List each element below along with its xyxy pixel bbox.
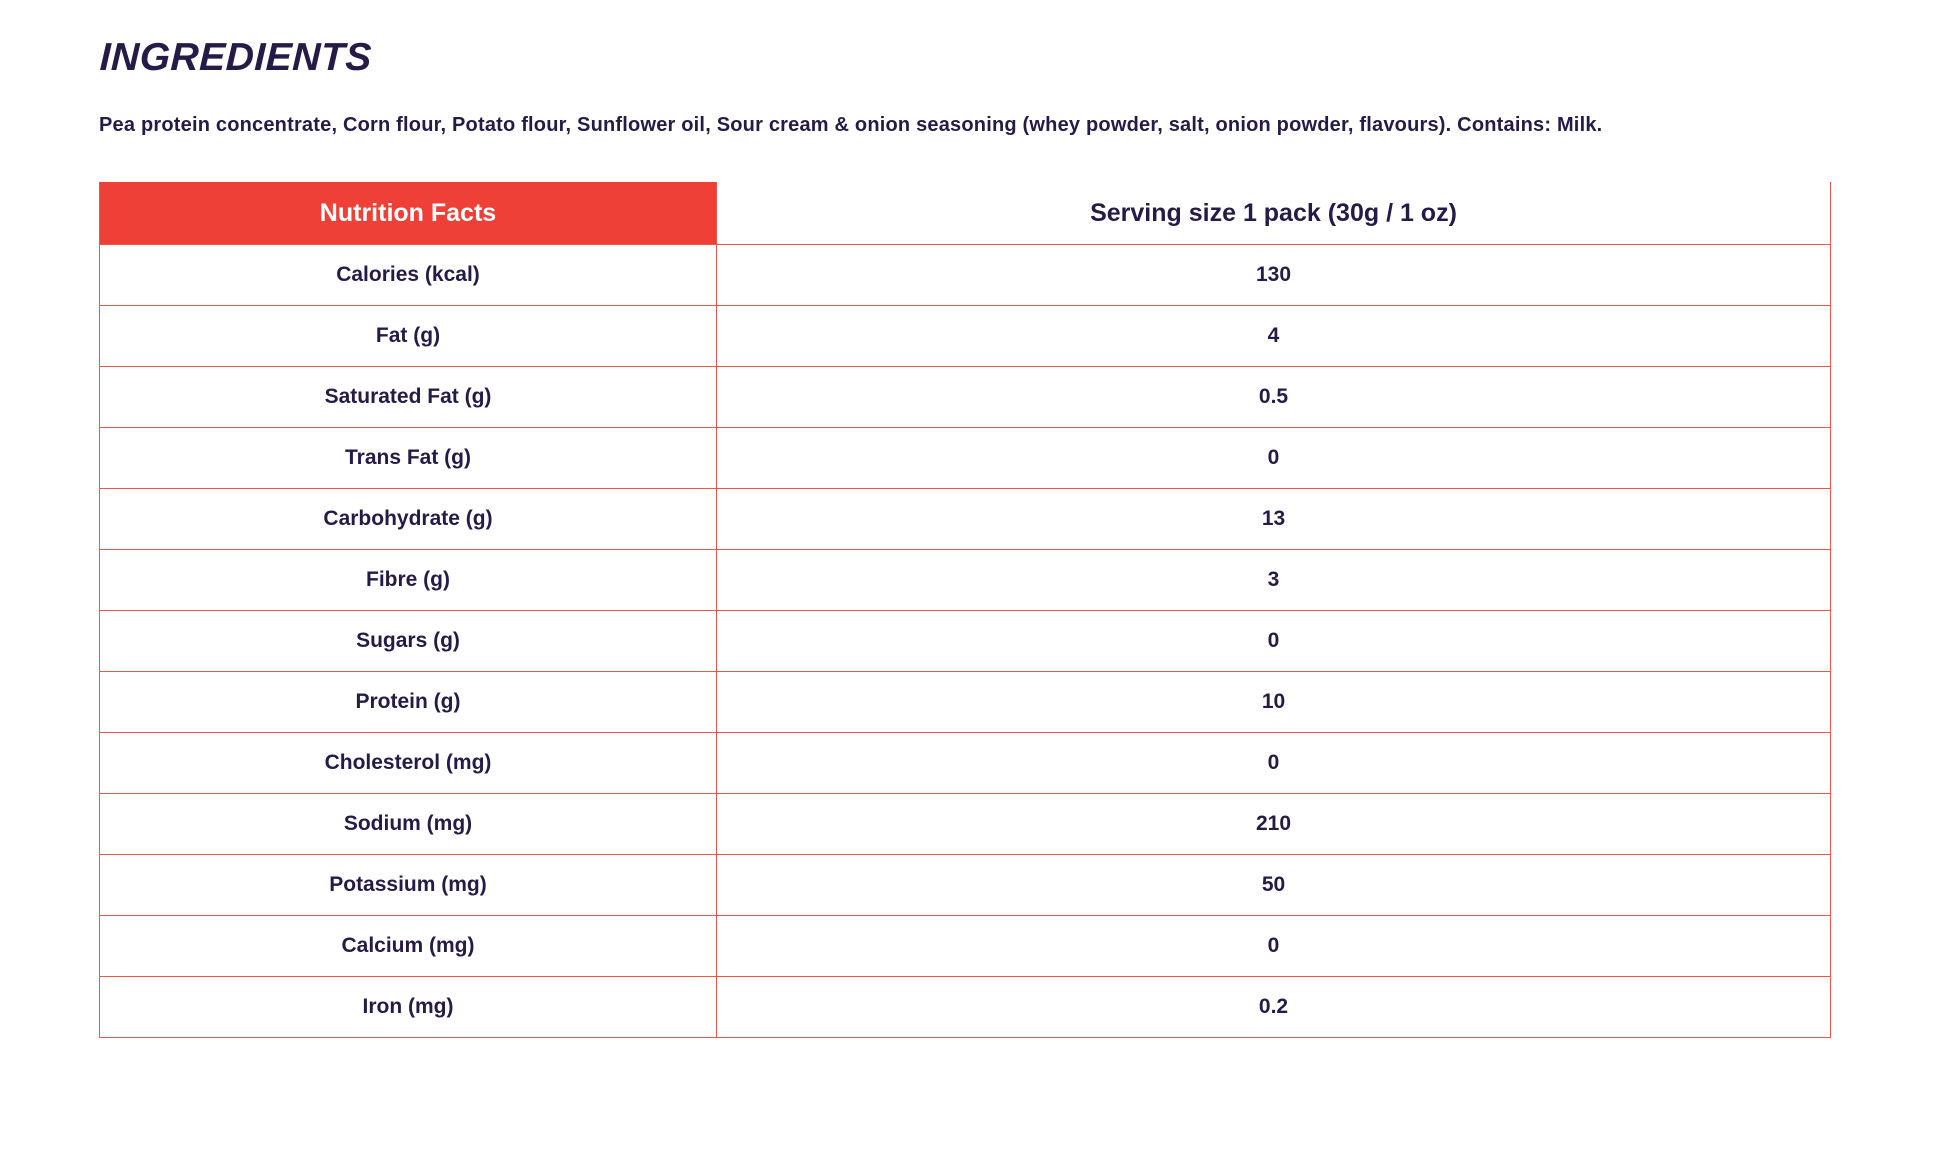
nutrient-value: 0.5 — [1258, 385, 1289, 408]
nutrient-label: Sodium (mg) — [100, 794, 717, 854]
ingredients-text: Pea protein concentrate, Corn flour, Potato flour, Sunflower oil, Sour cream & onion seasoning (whey powder, salt, onion powder, flavours). Contains: Milk. — [99, 114, 1603, 136]
table-header-serving-size: Serving size 1 pack (30g / 1 oz) — [1090, 198, 1457, 227]
nutrient-label: Fat (g) — [100, 306, 717, 366]
nutrient-value: 0 — [1267, 751, 1280, 774]
ingredients-heading: INGREDIENTS — [99, 36, 373, 79]
nutrient-label: Calcium (mg) — [100, 916, 717, 976]
nutrient-value: 3 — [1267, 568, 1280, 591]
table-row — [100, 976, 1830, 1037]
table-body — [100, 244, 1830, 1037]
nutrient-value: 0 — [1267, 446, 1280, 469]
table-header-row — [100, 182, 1830, 244]
nutrient-label: Sugars (g) — [100, 611, 717, 671]
nutrient-value: 50 — [1261, 873, 1286, 896]
table-row — [100, 610, 1830, 671]
nutrient-label: Carbohydrate (g) — [100, 489, 717, 549]
nutrient-value: 0.2 — [1258, 995, 1289, 1018]
nutrient-value: 0 — [1267, 629, 1280, 652]
table-row — [100, 671, 1830, 732]
nutrient-label: Saturated Fat (g) — [100, 367, 717, 427]
table-row — [100, 427, 1830, 488]
table-row — [100, 732, 1830, 793]
table-row — [100, 305, 1830, 366]
nutrient-label: Calories (kcal) — [100, 245, 717, 305]
table-row — [100, 488, 1830, 549]
nutrient-value: 4 — [1267, 324, 1280, 347]
nutrient-value: 13 — [1261, 507, 1286, 530]
nutrient-label: Protein (g) — [100, 672, 717, 732]
nutrient-label: Cholesterol (mg) — [100, 733, 717, 793]
nutrition-facts-table — [99, 182, 1831, 1038]
nutrient-value: 210 — [1255, 812, 1292, 835]
table-row — [100, 915, 1830, 976]
nutrient-value: 0 — [1267, 934, 1280, 957]
table-header-nutrition-facts: Nutrition Facts — [100, 182, 717, 244]
nutrient-label: Trans Fat (g) — [100, 428, 717, 488]
nutrient-value: 10 — [1261, 690, 1286, 713]
nutrient-value: 130 — [1255, 263, 1292, 286]
table-row — [100, 793, 1830, 854]
table-row — [100, 854, 1830, 915]
table-row — [100, 244, 1830, 305]
nutrient-label: Potassium (mg) — [100, 855, 717, 915]
table-row — [100, 549, 1830, 610]
nutrient-label: Iron (mg) — [100, 977, 717, 1037]
nutrient-label: Fibre (g) — [100, 550, 717, 610]
table-row — [100, 366, 1830, 427]
